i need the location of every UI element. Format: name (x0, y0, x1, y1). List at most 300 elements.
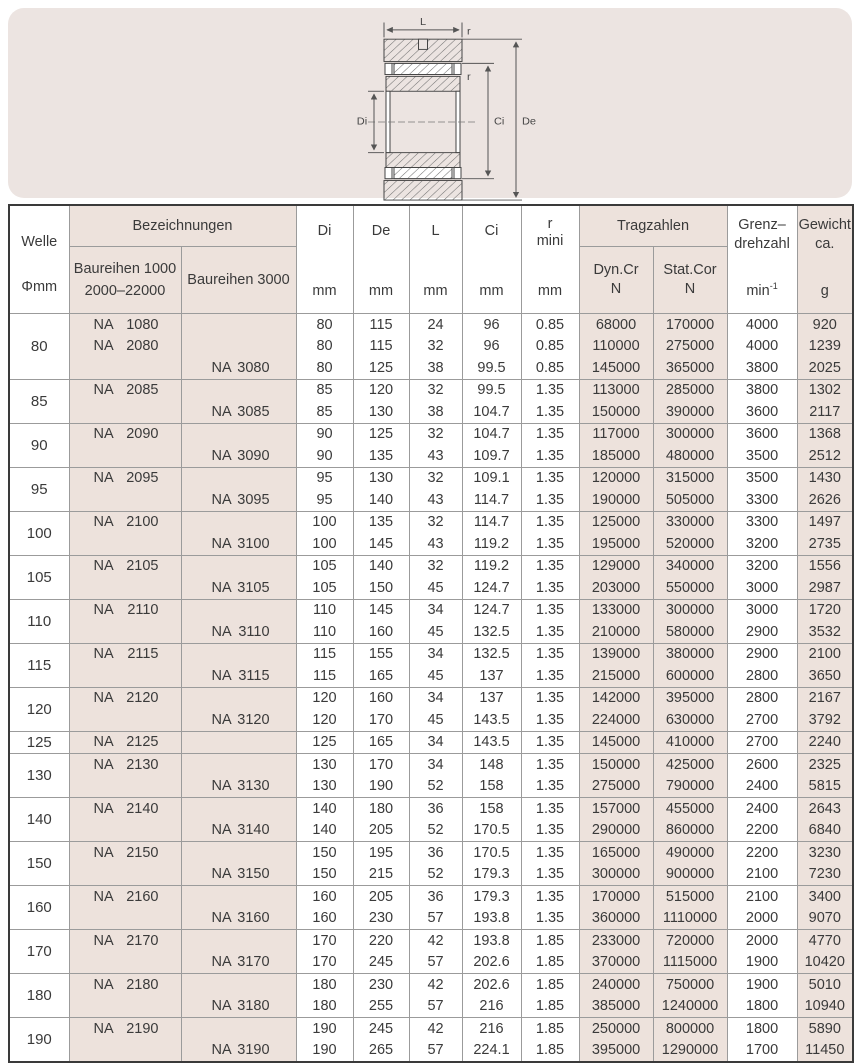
designation-3000-cell: NA 3110 (181, 621, 296, 643)
stat-cell: 275000 (653, 336, 727, 358)
r-cell: 1.85 (521, 974, 579, 996)
dyn-cell: 129000 (579, 555, 653, 577)
weight-cell: 1430 (797, 467, 853, 489)
lube-groove-notch (419, 39, 428, 49)
di-cell: 180 (296, 974, 353, 996)
designation-1000-cell (69, 820, 181, 842)
stat-cell: 1240000 (653, 996, 727, 1018)
table-row (9, 599, 853, 621)
header-de-label: De (371, 223, 391, 239)
r-cell: 1.35 (521, 643, 579, 665)
weight-cell: 2100 (797, 643, 853, 665)
r-cell: 1.35 (521, 687, 579, 709)
welle-group (9, 974, 853, 1018)
header-dyn-cr: Dyn.Cr N (579, 247, 653, 314)
dyn-cell: 150000 (579, 401, 653, 423)
di-cell: 115 (296, 643, 353, 665)
ci-cell: 216 (462, 1018, 521, 1040)
table-row (9, 643, 853, 665)
dyn-cell: 395000 (579, 1040, 653, 1063)
welle-group (9, 555, 853, 599)
weight-cell: 5010 (797, 974, 853, 996)
header-tragzahlen: Tragzahlen (579, 205, 727, 247)
ci-cell: 99.5 (462, 357, 521, 379)
weight-cell: 1302 (797, 379, 853, 401)
designation-3000-cell (181, 643, 296, 665)
dyn-cell: 195000 (579, 533, 653, 555)
l-cell: 34 (409, 687, 462, 709)
r-cell: 1.85 (521, 1018, 579, 1040)
weight-cell: 2325 (797, 754, 853, 776)
l-cell: 38 (409, 401, 462, 423)
weight-cell: 5815 (797, 776, 853, 798)
ci-cell: 224.1 (462, 1040, 521, 1063)
di-cell: 125 (296, 731, 353, 754)
r-cell: 1.35 (521, 864, 579, 886)
r-cell: 1.35 (521, 798, 579, 820)
di-cell: 160 (296, 886, 353, 908)
table-row (9, 974, 853, 996)
ci-cell: 216 (462, 996, 521, 1018)
de-cell: 125 (353, 423, 409, 445)
designation-1000-cell: NA 2190 (69, 1018, 181, 1040)
welle-group (9, 798, 853, 842)
designation-1000-cell: NA 2140 (69, 798, 181, 820)
welle-group (9, 687, 853, 731)
ci-cell: 193.8 (462, 930, 521, 952)
di-cell: 80 (296, 314, 353, 336)
designation-1000-cell (69, 864, 181, 886)
designation-3000-cell (181, 511, 296, 533)
designation-3000-cell: NA 3085 (181, 401, 296, 423)
bearing-cross-section-diagram (354, 15, 584, 201)
designation-1000-cell (69, 401, 181, 423)
weight-cell: 2240 (797, 731, 853, 754)
l-cell: 32 (409, 423, 462, 445)
designation-1000-cell (69, 577, 181, 599)
l-cell: 34 (409, 599, 462, 621)
stat-cell: 395000 (653, 687, 727, 709)
table-row (9, 1018, 853, 1040)
dim-label-Ci: Ci (494, 116, 505, 128)
di-cell: 80 (296, 357, 353, 379)
designation-1000-cell: NA 2090 (69, 423, 181, 445)
de-cell: 140 (353, 555, 409, 577)
r-cell: 1.35 (521, 489, 579, 511)
designation-1000-cell (69, 665, 181, 687)
r-cell: 1.35 (521, 754, 579, 776)
designation-1000-cell (69, 709, 181, 731)
inner-ring-bottom (386, 153, 460, 168)
l-cell: 34 (409, 643, 462, 665)
weight-cell: 2512 (797, 445, 853, 467)
dim-label-r-mid: r (467, 71, 471, 83)
table-row (9, 577, 853, 599)
weight-cell: 3230 (797, 842, 853, 864)
de-cell: 130 (353, 467, 409, 489)
designation-3000-cell: NA 3150 (181, 864, 296, 886)
di-cell: 80 (296, 336, 353, 358)
table-row (9, 401, 853, 423)
designation-1000-cell (69, 533, 181, 555)
designation-3000-cell: NA 3160 (181, 908, 296, 930)
weight-cell: 1368 (797, 423, 853, 445)
speed-cell: 2100 (727, 864, 797, 886)
designation-1000-cell: NA 2085 (69, 379, 181, 401)
de-cell: 165 (353, 665, 409, 687)
stat-cell: 300000 (653, 599, 727, 621)
r-cell: 1.35 (521, 511, 579, 533)
designation-3000-cell: NA 3190 (181, 1040, 296, 1063)
stat-cell: 505000 (653, 489, 727, 511)
l-cell: 32 (409, 555, 462, 577)
welle-group (9, 314, 853, 380)
r-cell: 0.85 (521, 357, 579, 379)
table-row (9, 357, 853, 379)
l-cell: 42 (409, 974, 462, 996)
weight-cell: 7230 (797, 864, 853, 886)
l-cell: 34 (409, 754, 462, 776)
dyn-cell: 125000 (579, 511, 653, 533)
ci-cell: 148 (462, 754, 521, 776)
stat-cell: 410000 (653, 731, 727, 754)
table-row (9, 336, 853, 358)
designation-3000-cell (181, 1018, 296, 1040)
stat-cell: 455000 (653, 798, 727, 820)
speed-cell: 3500 (727, 467, 797, 489)
ci-cell: 104.7 (462, 401, 521, 423)
welle-group (9, 379, 853, 423)
ci-cell: 109.1 (462, 467, 521, 489)
designation-1000-cell: NA 1080 (69, 314, 181, 336)
di-cell: 180 (296, 996, 353, 1018)
welle-cell: 150 (9, 842, 69, 886)
ci-cell: 114.7 (462, 489, 521, 511)
header-di-unit: mm (312, 283, 337, 299)
di-cell: 140 (296, 798, 353, 820)
ci-cell: 170.5 (462, 842, 521, 864)
dyn-cell: 139000 (579, 643, 653, 665)
header-r-label: r mini (536, 216, 564, 249)
weight-cell: 1720 (797, 599, 853, 621)
ci-cell: 193.8 (462, 908, 521, 930)
speed-cell: 3200 (727, 533, 797, 555)
stat-cell: 720000 (653, 930, 727, 952)
designation-3000-cell: NA 3105 (181, 577, 296, 599)
weight-cell: 3792 (797, 709, 853, 731)
de-cell: 180 (353, 798, 409, 820)
weight-cell: 5890 (797, 1018, 853, 1040)
dyn-cell: 185000 (579, 445, 653, 467)
designation-1000-cell: NA 2095 (69, 467, 181, 489)
table-row (9, 1040, 853, 1063)
stat-cell: 750000 (653, 974, 727, 996)
dyn-cell: 117000 (579, 423, 653, 445)
ci-cell: 179.3 (462, 864, 521, 886)
designation-3000-cell: NA 3170 (181, 952, 296, 974)
table-row (9, 820, 853, 842)
designation-3000-cell: NA 3080 (181, 357, 296, 379)
stat-cell: 285000 (653, 379, 727, 401)
designation-1000-cell: NA 2180 (69, 974, 181, 996)
l-cell: 42 (409, 930, 462, 952)
dyn-cell: 215000 (579, 665, 653, 687)
designation-1000-cell (69, 445, 181, 467)
r-cell: 0.85 (521, 336, 579, 358)
de-cell: 160 (353, 687, 409, 709)
dim-label-Di: Di (356, 116, 368, 128)
table-row (9, 533, 853, 555)
header-l-label: L (431, 223, 440, 239)
weight-cell: 920 (797, 314, 853, 336)
de-cell: 245 (353, 1018, 409, 1040)
header-gewicht-unit: g (820, 283, 829, 299)
welle-cell: 140 (9, 798, 69, 842)
di-cell: 95 (296, 489, 353, 511)
welle-group (9, 467, 853, 511)
dyn-cell: 145000 (579, 731, 653, 754)
designation-1000-cell (69, 996, 181, 1018)
designation-3000-cell: NA 3115 (181, 665, 296, 687)
designation-3000-cell: NA 3095 (181, 489, 296, 511)
designation-3000-cell: NA 3100 (181, 533, 296, 555)
di-cell: 150 (296, 842, 353, 864)
dyn-cell: 210000 (579, 621, 653, 643)
designation-1000-cell (69, 952, 181, 974)
de-cell: 125 (353, 357, 409, 379)
header-ci-label: Ci (484, 223, 499, 239)
welle-group (9, 886, 853, 930)
header-grenz-unit: $\min^{-1}$ (746, 281, 778, 299)
stat-cell: 170000 (653, 314, 727, 336)
dyn-cell: 170000 (579, 886, 653, 908)
stat-cell: 340000 (653, 555, 727, 577)
table-row (9, 555, 853, 577)
weight-cell: 2025 (797, 357, 853, 379)
speed-cell: 1700 (727, 1040, 797, 1063)
de-cell: 170 (353, 709, 409, 731)
welle-group (9, 643, 853, 687)
designation-3000-cell: NA 3120 (181, 709, 296, 731)
designation-3000-cell: NA 3140 (181, 820, 296, 842)
l-cell: 32 (409, 467, 462, 489)
stat-cell: 900000 (653, 864, 727, 886)
di-cell: 90 (296, 423, 353, 445)
di-cell: 90 (296, 445, 353, 467)
l-cell: 38 (409, 357, 462, 379)
welle-group (9, 930, 853, 974)
r-cell: 1.35 (521, 820, 579, 842)
designation-1000-cell: NA 2160 (69, 886, 181, 908)
l-cell: 45 (409, 577, 462, 599)
de-cell: 130 (353, 401, 409, 423)
designation-3000-cell (181, 687, 296, 709)
stat-cell: 425000 (653, 754, 727, 776)
welle-cell: 180 (9, 974, 69, 1018)
welle-cell: 170 (9, 930, 69, 974)
de-cell: 145 (353, 599, 409, 621)
l-cell: 43 (409, 445, 462, 467)
table-row (9, 687, 853, 709)
dyn-cell: 150000 (579, 754, 653, 776)
l-cell: 36 (409, 798, 462, 820)
dim-label-r-top: r (467, 25, 471, 38)
di-cell: 105 (296, 555, 353, 577)
stat-cell: 600000 (653, 665, 727, 687)
table-row (9, 886, 853, 908)
speed-cell: 3500 (727, 445, 797, 467)
designation-1000-cell: NA 2100 (69, 511, 181, 533)
welle-cell: 90 (9, 423, 69, 467)
table-row (9, 379, 853, 401)
dim-label-De: De (522, 116, 537, 128)
dim-label-L: L (419, 16, 427, 29)
di-cell: 100 (296, 511, 353, 533)
welle-cell: 85 (9, 379, 69, 423)
stat-cell: 630000 (653, 709, 727, 731)
welle-cell: 115 (9, 643, 69, 687)
de-cell: 170 (353, 754, 409, 776)
ci-cell: 137 (462, 665, 521, 687)
weight-cell: 3400 (797, 886, 853, 908)
dyn-cell: 157000 (579, 798, 653, 820)
dyn-cell: 370000 (579, 952, 653, 974)
table-row (9, 798, 853, 820)
di-cell: 190 (296, 1040, 353, 1063)
header-r-unit: mm (537, 283, 563, 299)
ci-cell: 137 (462, 687, 521, 709)
ci-cell: 124.7 (462, 599, 521, 621)
de-cell: 255 (353, 996, 409, 1018)
dyn-cell: 360000 (579, 908, 653, 930)
di-cell: 170 (296, 952, 353, 974)
r-cell: 1.35 (521, 445, 579, 467)
designation-1000-cell (69, 908, 181, 930)
ci-cell: 170.5 (462, 820, 521, 842)
speed-cell: 2900 (727, 643, 797, 665)
ci-cell: 132.5 (462, 643, 521, 665)
dyn-cell: 290000 (579, 820, 653, 842)
weight-cell: 10420 (797, 952, 853, 974)
header-ci (462, 205, 521, 314)
table-row (9, 930, 853, 952)
l-cell: 36 (409, 886, 462, 908)
designation-1000-cell: NA 2170 (69, 930, 181, 952)
l-cell: 45 (409, 665, 462, 687)
l-cell: 32 (409, 379, 462, 401)
de-cell: 190 (353, 776, 409, 798)
speed-cell: 2700 (727, 709, 797, 731)
r-cell: 1.35 (521, 886, 579, 908)
bearing-table (8, 204, 854, 1063)
welle-group (9, 842, 853, 886)
l-cell: 57 (409, 908, 462, 930)
di-cell: 110 (296, 621, 353, 643)
welle-group (9, 1018, 853, 1063)
di-cell: 130 (296, 776, 353, 798)
weight-cell: 4770 (797, 930, 853, 952)
dyn-cell: 250000 (579, 1018, 653, 1040)
de-cell: 155 (353, 643, 409, 665)
weight-cell: 10940 (797, 996, 853, 1018)
l-cell: 52 (409, 820, 462, 842)
stat-cell: 800000 (653, 1018, 727, 1040)
l-cell: 57 (409, 1040, 462, 1063)
speed-cell: 3800 (727, 379, 797, 401)
speed-cell: 2000 (727, 930, 797, 952)
ci-cell: 99.5 (462, 379, 521, 401)
stat-cell: 1110000 (653, 908, 727, 930)
designation-1000-cell: NA 2150 (69, 842, 181, 864)
di-cell: 130 (296, 754, 353, 776)
r-cell: 1.35 (521, 401, 579, 423)
designation-1000-cell: NA 2115 (69, 643, 181, 665)
dyn-cell: 165000 (579, 842, 653, 864)
designation-3000-cell: NA 3090 (181, 445, 296, 467)
dyn-cell: 233000 (579, 930, 653, 952)
dyn-cell: 240000 (579, 974, 653, 996)
header-ci-unit: mm (479, 283, 504, 299)
inner-ring-top (386, 76, 460, 91)
dyn-cell: 224000 (579, 709, 653, 731)
speed-cell: 2700 (727, 731, 797, 754)
di-cell: 190 (296, 1018, 353, 1040)
designation-3000-cell (181, 798, 296, 820)
l-cell: 57 (409, 996, 462, 1018)
ci-cell: 202.6 (462, 974, 521, 996)
de-cell: 135 (353, 445, 409, 467)
r-cell: 1.85 (521, 952, 579, 974)
r-cell: 1.35 (521, 842, 579, 864)
welle-cell: 120 (9, 687, 69, 731)
de-cell: 220 (353, 930, 409, 952)
designation-3000-cell (181, 314, 296, 336)
ci-cell: 158 (462, 798, 521, 820)
designation-3000-cell (181, 731, 296, 754)
roller-row-bottom (394, 168, 452, 179)
speed-cell: 2400 (727, 776, 797, 798)
l-cell: 42 (409, 1018, 462, 1040)
drawing-panel (8, 8, 852, 198)
designation-1000-cell (69, 776, 181, 798)
speed-cell: 3000 (727, 577, 797, 599)
speed-cell: 3200 (727, 555, 797, 577)
di-cell: 160 (296, 908, 353, 930)
designation-1000-cell: NA 2125 (69, 731, 181, 754)
ci-cell: 143.5 (462, 731, 521, 754)
header-welle (9, 205, 69, 314)
di-cell: 85 (296, 379, 353, 401)
welle-cell: 190 (9, 1018, 69, 1063)
de-cell: 165 (353, 731, 409, 754)
designation-3000-cell: NA 3130 (181, 776, 296, 798)
weight-cell: 2735 (797, 533, 853, 555)
speed-cell: 1900 (727, 974, 797, 996)
di-cell: 150 (296, 864, 353, 886)
de-cell: 265 (353, 1040, 409, 1063)
l-cell: 43 (409, 489, 462, 511)
weight-cell: 2117 (797, 401, 853, 423)
table-row (9, 731, 853, 754)
header-stat-cor: Stat.Cor N (653, 247, 727, 314)
designation-3000-cell (181, 379, 296, 401)
speed-cell: 4000 (727, 314, 797, 336)
designation-1000-cell (69, 489, 181, 511)
header-gewicht (797, 205, 853, 314)
ci-cell: 179.3 (462, 886, 521, 908)
dyn-cell: 300000 (579, 864, 653, 886)
weight-cell: 2626 (797, 489, 853, 511)
